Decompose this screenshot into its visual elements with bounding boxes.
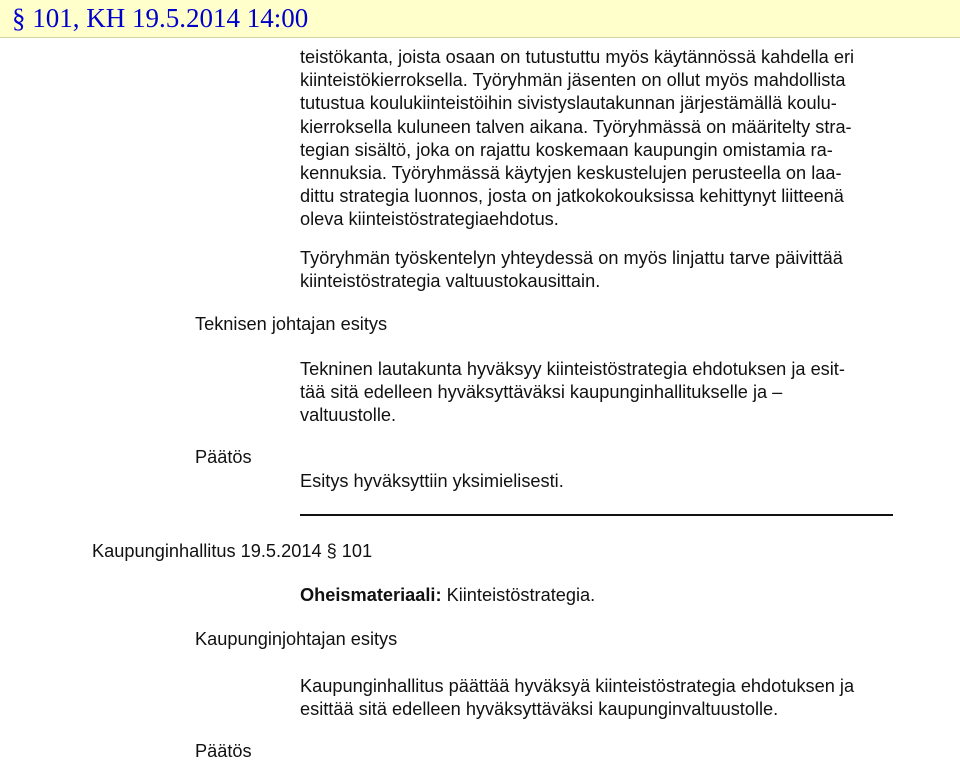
- paragraph-1-line: oleva kiinteistöstrategiaehdotus.: [300, 209, 559, 230]
- mayor-proposal-line: esittää sitä edelleen hyväksyttäväksi kaupunginvaltuustolle.: [300, 699, 779, 720]
- section-header-title[interactable]: § 101, KH 19.5.2014 14:00: [12, 3, 309, 33]
- city-board-heading: Kaupunginhallitus 19.5.2014 § 101: [92, 541, 373, 561]
- technical-proposal: [300, 358, 920, 428]
- paragraph-2-line: Työryhmän työskentelyn yhteydessä on myös linjattu tarve päivittää: [300, 248, 843, 268]
- paragraph-1-line: tegian sisältö, joka on rajattu koskemaan kaupungin omistamia ra-: [300, 139, 833, 160]
- paragraph-1-line: tutustua koulukiinteistöihin sivistyslautakunnan järjestämällä koulu-: [300, 93, 837, 114]
- paragraph-1-line: kierroksella kuluneen talven aikana. Työryhmässä on määritelty stra-: [300, 116, 852, 137]
- section-divider: [300, 514, 893, 516]
- mayor-proposal: [300, 675, 920, 721]
- decision-text: Esitys hyväksyttiin yksimielisesti.: [300, 471, 564, 491]
- paragraph-2-line: kiinteistöstrategia valtuustokausittain.: [300, 271, 601, 292]
- paragraph-1-line: kennuksia. Työryhmässä käytyjen keskustelujen perusteella on laa-: [300, 163, 842, 184]
- technical-proposal-line: tää sitä edelleen hyväksyttäväksi kaupunginhallitukselle ja –: [300, 382, 783, 403]
- decision-label: Päätös: [195, 447, 252, 467]
- technical-proposal-line: valtuustolle.: [300, 405, 397, 426]
- decision-label-2: Päätös: [195, 741, 252, 761]
- mayor-proposal-label: Kaupunginjohtajan esitys: [195, 629, 398, 649]
- paragraph-2: [300, 247, 920, 293]
- paragraph-1-line: dittu strategia luonnos, josta on jatkokokouksissa kehittynyt liitteenä: [300, 186, 844, 207]
- paragraph-1: [300, 46, 920, 232]
- paragraph-1-line: teistökanta, joista osaan on tutustuttu myös käytännössä kahdella eri: [300, 47, 855, 67]
- paragraph-1-line: kiinteistökierroksella. Työryhmän jäsenten on ollut myös mahdollista: [300, 70, 846, 91]
- technical-director-label: Teknisen johtajan esitys: [195, 314, 388, 334]
- attachment-value: Kiinteistöstrategia.: [446, 585, 596, 605]
- technical-proposal-line: Tekninen lautakunta hyväksyy kiinteistöstrategia ehdotuksen ja esit-: [300, 359, 845, 379]
- section-header-bar: [0, 0, 960, 38]
- mayor-proposal-line: Kaupunginhallitus päättää hyväksyä kiinteistöstrategia ehdotuksen ja: [300, 676, 855, 696]
- attachment-line: [300, 584, 595, 607]
- attachment-label: Oheismateriaali:: [300, 585, 442, 605]
